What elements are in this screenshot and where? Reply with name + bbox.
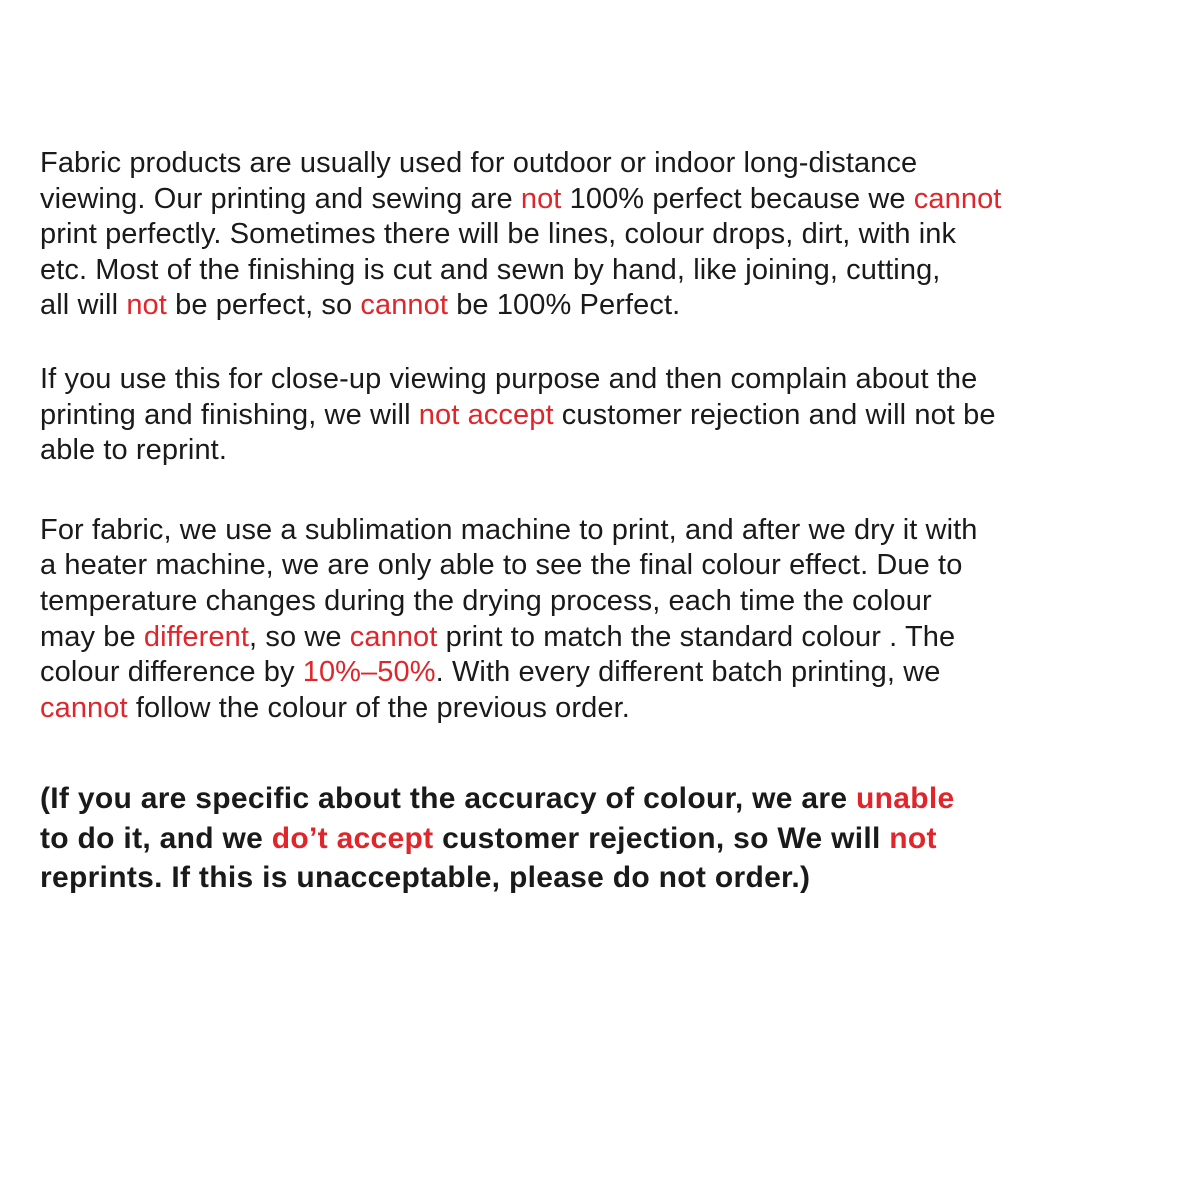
text-segment: . With every different batch printing, we xyxy=(435,656,941,689)
text-segment: If you use this for close-up viewing purpose and then complain about the xyxy=(40,362,978,395)
text-segment: be 100% Perfect. xyxy=(448,289,681,322)
text-segment: , so we xyxy=(249,620,350,653)
highlighted-text: not xyxy=(520,182,562,215)
text-line xyxy=(40,146,1190,182)
text-line xyxy=(40,288,1190,324)
text-segment: Fabric products are usually used for outdoor or indoor long-distance xyxy=(40,147,918,179)
highlighted-text: cannot xyxy=(360,289,449,322)
text-segment: customer rejection and will not be xyxy=(553,398,996,431)
text-segment: temperature changes during the drying process, each time the colour xyxy=(40,584,932,617)
text-segment: may be xyxy=(40,620,144,653)
text-line xyxy=(40,858,1190,898)
text-line xyxy=(40,398,1190,434)
document-body xyxy=(40,146,1190,898)
highlighted-text: not xyxy=(126,289,167,322)
highlighted-text: do’t accept xyxy=(271,821,434,855)
paragraph-colour-variation xyxy=(40,513,1190,727)
text-segment: 100% perfect because we xyxy=(561,182,914,215)
text-line xyxy=(40,182,1190,218)
text-segment: a heater machine, we are only able to see the final colour effect. Due to xyxy=(40,549,963,582)
highlighted-text: cannot xyxy=(349,620,438,653)
highlighted-text: cannot xyxy=(913,182,1002,215)
text-line xyxy=(40,655,1190,691)
text-line xyxy=(40,819,1190,859)
text-segment: to do it, and we xyxy=(40,821,272,855)
text-line xyxy=(40,584,1190,620)
text-segment: colour difference by xyxy=(40,656,303,689)
text-line xyxy=(40,433,1190,469)
text-line xyxy=(40,253,1190,289)
text-line xyxy=(40,362,1190,398)
highlighted-text: not accept xyxy=(418,398,554,431)
highlighted-text: not xyxy=(889,821,937,855)
text-line xyxy=(40,513,1190,549)
text-segment: print perfectly. Sometimes there will be lines, colour drops, dirt, with ink xyxy=(40,218,957,251)
paragraph-printing-quality xyxy=(40,146,1190,324)
text-segment: reprints. If this is unacceptable, please do not order.) xyxy=(40,861,811,895)
highlighted-text: 10%–50% xyxy=(302,656,436,689)
text-segment: be perfect, so xyxy=(166,289,361,322)
text-segment: viewing. Our printing and sewing are xyxy=(40,182,521,215)
text-segment: print to match the standard colour . The xyxy=(437,620,956,653)
text-segment: able to reprint. xyxy=(40,434,227,467)
highlighted-text: different xyxy=(143,620,250,653)
text-line xyxy=(40,620,1190,656)
text-line xyxy=(40,217,1190,253)
text-segment: follow the colour of the previous order. xyxy=(127,691,630,724)
text-line xyxy=(40,548,1190,584)
text-segment: customer rejection, so We will xyxy=(433,821,890,855)
highlighted-text: cannot xyxy=(40,691,128,724)
text-line xyxy=(40,691,1190,727)
paragraph-close-up-viewing xyxy=(40,362,1190,469)
text-segment: printing and finishing, we will xyxy=(40,398,419,431)
text-segment: For fabric, we use a sublimation machine to print, and after we dry it with xyxy=(40,513,978,546)
text-line xyxy=(40,779,1190,819)
text-segment: etc. Most of the finishing is cut and sewn by hand, like joining, cutting, xyxy=(40,253,941,286)
paragraph-colour-accuracy-notice xyxy=(40,779,1190,898)
text-segment: all will xyxy=(40,289,127,322)
highlighted-text: unable xyxy=(856,782,955,816)
text-segment: (If you are specific about the accuracy of colour, we are xyxy=(40,782,856,816)
